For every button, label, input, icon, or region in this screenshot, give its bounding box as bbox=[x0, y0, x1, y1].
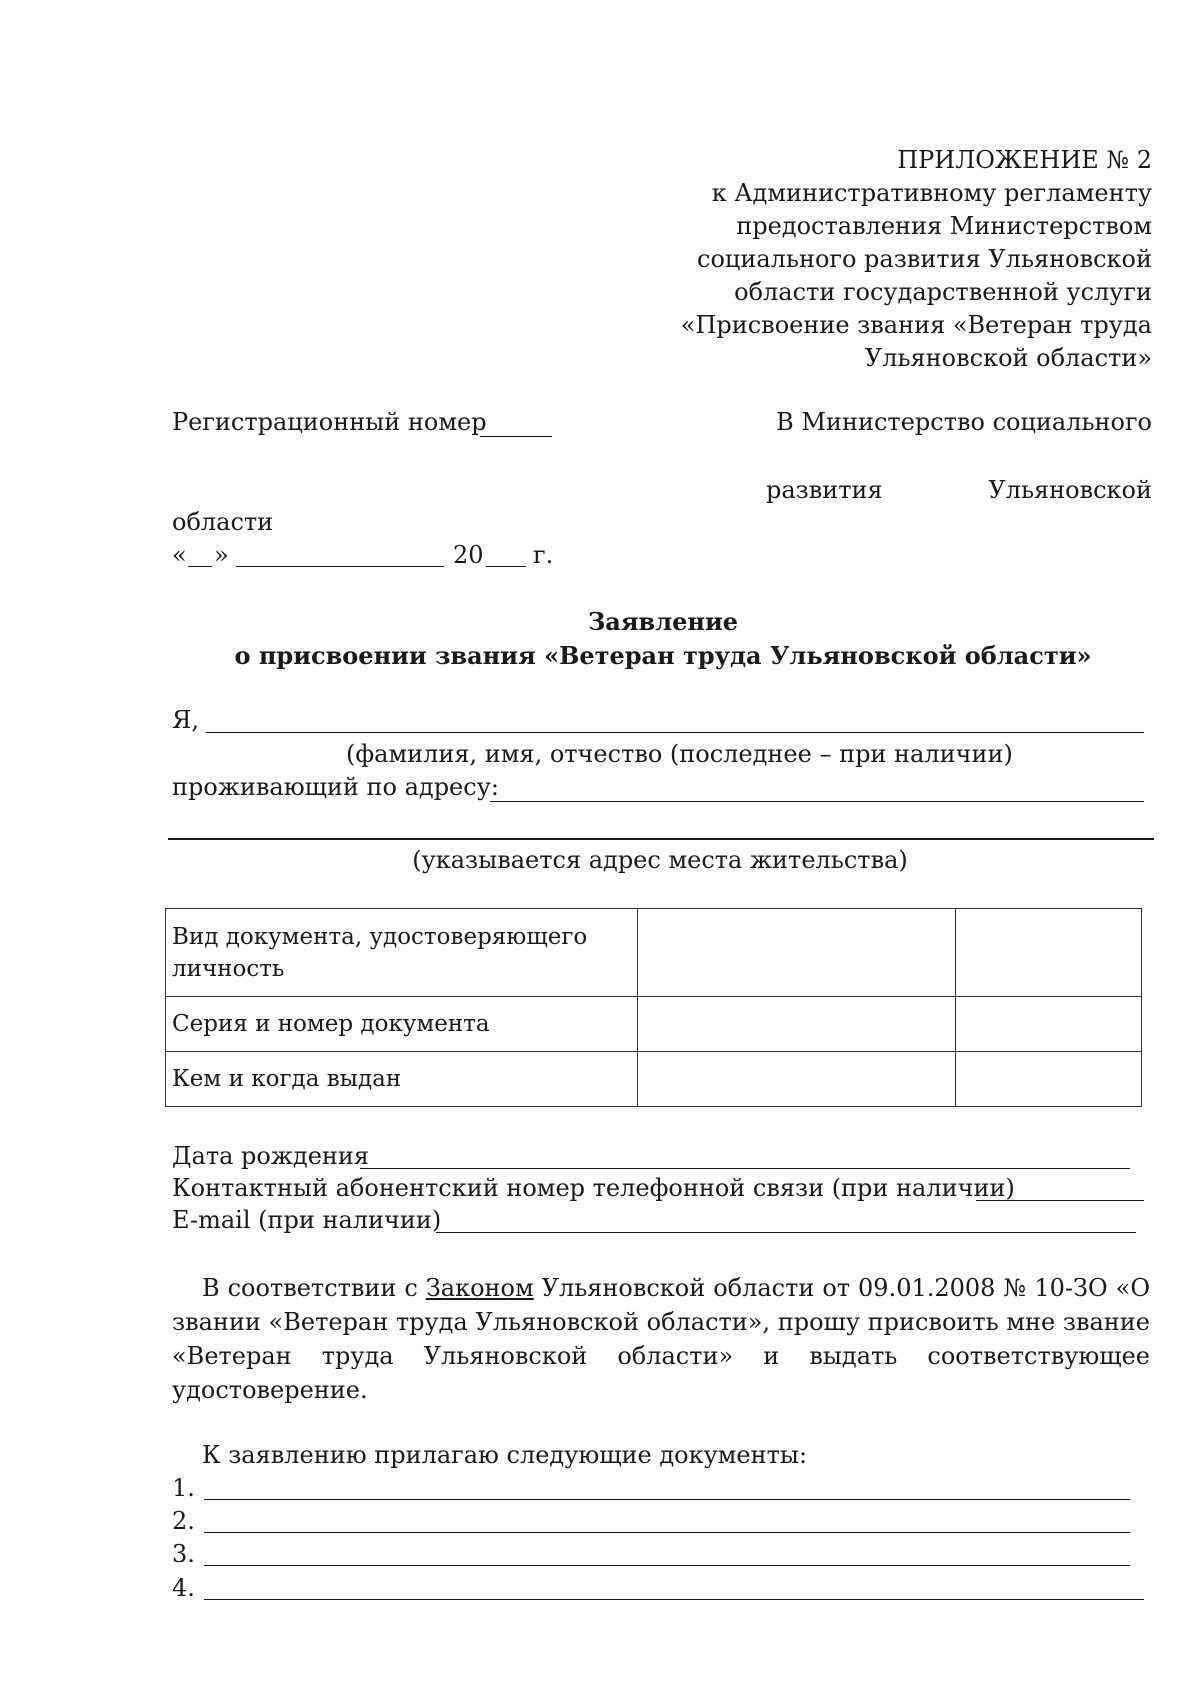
phone-field[interactable] bbox=[976, 1200, 1144, 1201]
request-line-4: удостоверение. bbox=[172, 1376, 368, 1404]
addressee-word-development: развития bbox=[766, 476, 883, 504]
document-subtitle: о присвоении звания «Ветеран труда Ульяновской области» bbox=[234, 641, 1092, 670]
id-doc-type-value-1[interactable] bbox=[638, 909, 956, 997]
id-doc-type-value-2[interactable] bbox=[956, 909, 1142, 997]
addressee-line-1: В Министерство социального bbox=[776, 408, 1152, 436]
request-line-1 bbox=[172, 1271, 1150, 1305]
appendix-line-2: предоставления Министерством bbox=[736, 212, 1152, 240]
id-doc-issued-value-1[interactable] bbox=[638, 1052, 956, 1107]
request-line-3: «Ветеран труда Ульяновской области» и выдать соответствующее bbox=[172, 1342, 1150, 1370]
appendix-number: ПРИЛОЖЕНИЕ № 2 bbox=[897, 146, 1152, 174]
date-year-suffix: г. bbox=[533, 541, 554, 569]
table-row bbox=[166, 1052, 1142, 1107]
table-row bbox=[166, 997, 1142, 1052]
applicant-address-field-2[interactable] bbox=[168, 838, 1154, 840]
date-day-field[interactable] bbox=[188, 566, 212, 567]
appendix-line-1: к Административному регламенту bbox=[711, 179, 1152, 207]
id-doc-type-label-line-1: Вид документа, удостоверяющего bbox=[172, 923, 588, 950]
applicant-i-label: Я, bbox=[172, 706, 200, 734]
id-doc-series-label: Серия и номер документа bbox=[166, 997, 638, 1052]
id-doc-type-label bbox=[166, 909, 638, 997]
date-close-quote: » bbox=[214, 541, 229, 569]
id-doc-type-label-line-2: личность bbox=[172, 955, 285, 982]
request-line-1-after: Ульяновской области от 09.01.2008 № 10-ЗО «О bbox=[541, 1274, 1150, 1302]
id-doc-issued-value-2[interactable] bbox=[956, 1052, 1142, 1107]
document-title: Заявление bbox=[587, 607, 739, 636]
law-link[interactable]: Законом bbox=[425, 1274, 534, 1302]
applicant-address-field-1[interactable] bbox=[490, 801, 1144, 802]
phone-label: Контактный абонентский номер телефонной связи (при наличии) bbox=[172, 1174, 1015, 1202]
date-open-quote: « bbox=[172, 541, 187, 569]
attachment-field-2[interactable] bbox=[204, 1532, 1130, 1533]
attachment-number-1: 1. bbox=[172, 1474, 195, 1502]
attachment-field-3[interactable] bbox=[204, 1565, 1130, 1566]
birth-date-label: Дата рождения bbox=[172, 1142, 370, 1170]
attachment-field-1[interactable] bbox=[204, 1499, 1130, 1500]
request-line-2: звании «Ветеран труда Ульяновской области», прошу присвоить мне звание bbox=[172, 1308, 1150, 1336]
registration-number-label: Регистрационный номер bbox=[172, 408, 487, 436]
id-doc-issued-label: Кем и когда выдан bbox=[166, 1052, 638, 1107]
date-year-prefix: 20 bbox=[453, 541, 484, 569]
date-month-field[interactable] bbox=[236, 566, 444, 567]
birth-date-field[interactable] bbox=[360, 1168, 1130, 1169]
attachments-intro: К заявлению прилагаю следующие документы: bbox=[202, 1441, 808, 1469]
email-field[interactable] bbox=[436, 1232, 1136, 1233]
appendix-line-6: Ульяновской области» bbox=[864, 344, 1152, 372]
applicant-fio-field[interactable] bbox=[206, 732, 1144, 733]
appendix-line-3: социального развития Ульяновской bbox=[697, 245, 1152, 273]
addressee-word-oblast: области bbox=[172, 508, 274, 536]
date-year-field[interactable] bbox=[486, 566, 526, 567]
registration-number-field[interactable] bbox=[480, 436, 552, 437]
id-doc-series-value-2[interactable] bbox=[956, 997, 1142, 1052]
attachment-field-4[interactable] bbox=[204, 1599, 1144, 1600]
attachment-number-2: 2. bbox=[172, 1507, 195, 1535]
id-document-table bbox=[165, 908, 1142, 1107]
table-row bbox=[166, 909, 1142, 997]
applicant-fio-hint: (фамилия, имя, отчество (последнее – при наличии) bbox=[346, 740, 1013, 768]
applicant-address-hint: (указывается адрес места жительства) bbox=[412, 846, 908, 874]
email-label: E-mail (при наличии) bbox=[172, 1206, 442, 1234]
applicant-address-label: проживающий по адресу: bbox=[172, 773, 499, 801]
attachment-number-4: 4. bbox=[172, 1574, 195, 1602]
appendix-line-5: «Присвоение звания «Ветеран труда bbox=[680, 311, 1152, 339]
appendix-line-4: области государственной услуги bbox=[734, 278, 1152, 306]
id-doc-series-value-1[interactable] bbox=[638, 997, 956, 1052]
addressee-word-ulyanovsk: Ульяновской bbox=[988, 476, 1152, 504]
request-line-1-before: В соответствии с bbox=[202, 1274, 418, 1302]
appendix-header bbox=[681, 144, 1152, 375]
attachment-number-3: 3. bbox=[172, 1540, 195, 1568]
